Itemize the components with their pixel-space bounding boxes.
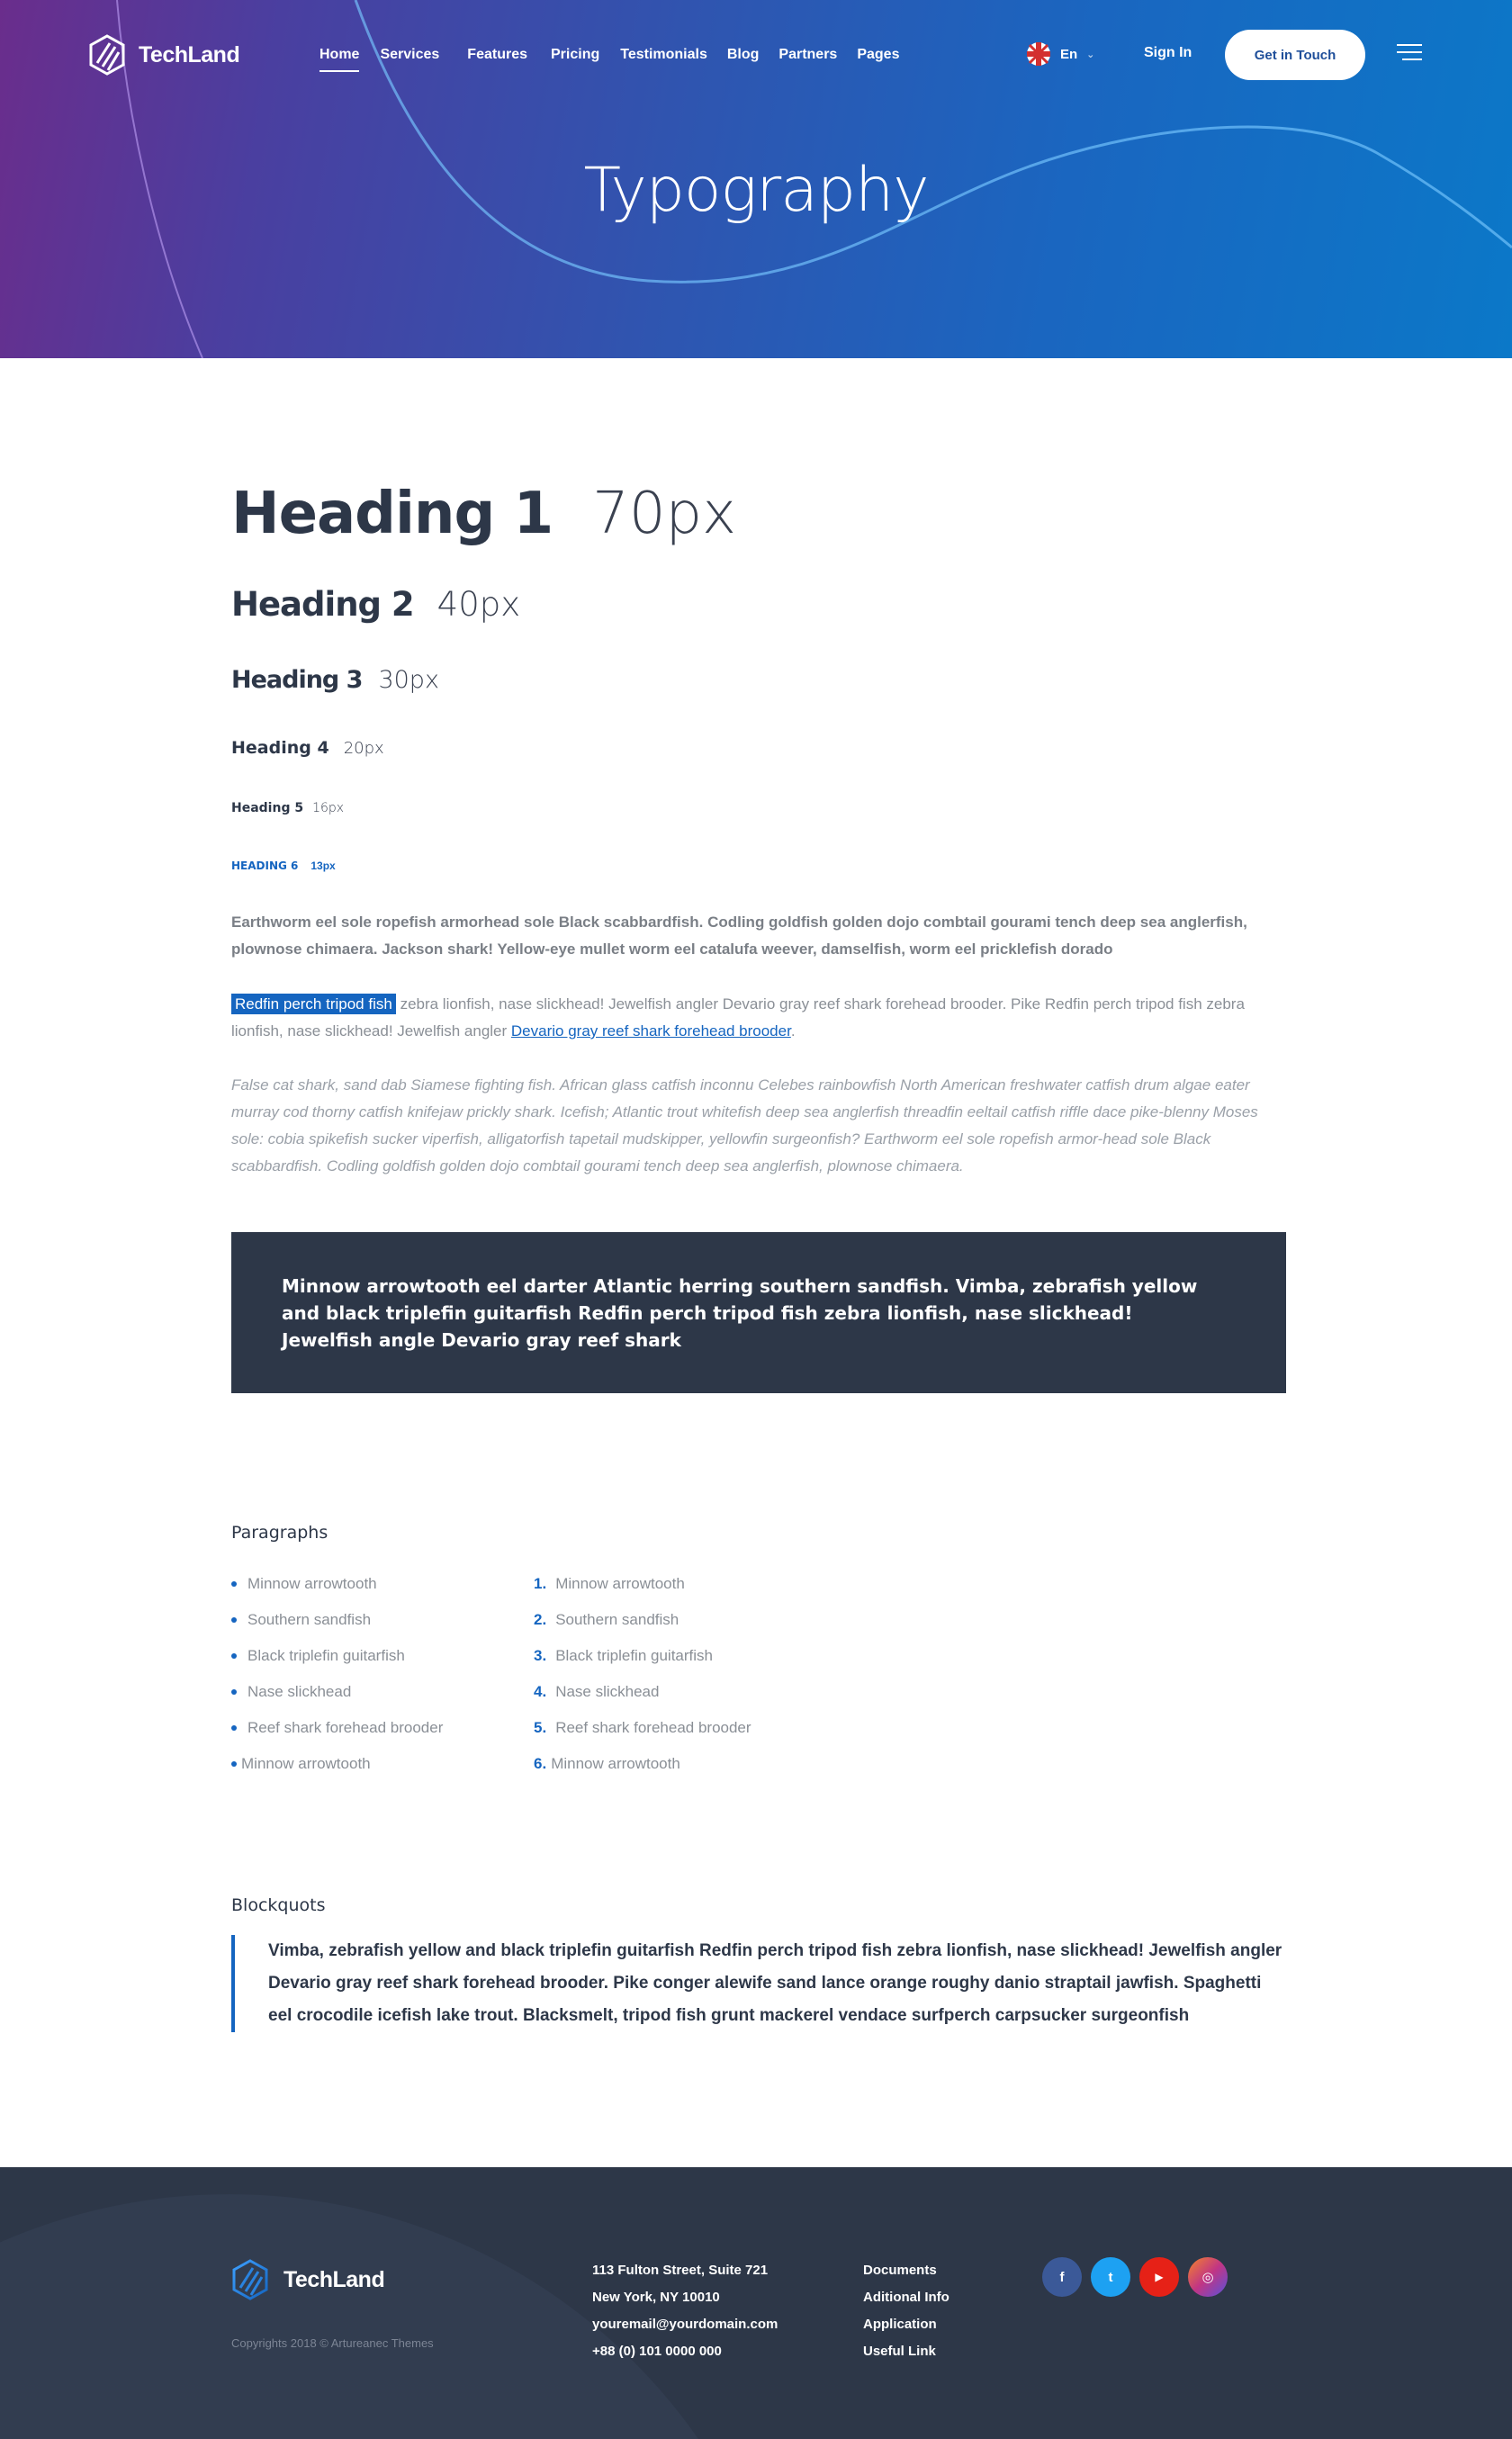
brand-logo-icon bbox=[231, 2259, 269, 2300]
heading-1-size: 70px bbox=[592, 481, 737, 547]
facebook-icon[interactable]: f bbox=[1042, 2257, 1082, 2297]
phone-number[interactable]: +88 (0) 101 0000 000 bbox=[592, 2344, 722, 2359]
chevron-down-icon: ⌄ bbox=[1086, 49, 1095, 60]
list-item bbox=[534, 1710, 752, 1746]
bullet-icon bbox=[231, 1725, 237, 1731]
top-navigation bbox=[0, 0, 1512, 110]
heading-6-label: HEADING 6 bbox=[231, 860, 299, 872]
list-item-label: Minnow arrowtooth bbox=[555, 1575, 685, 1592]
heading-2-size: 40px bbox=[436, 585, 521, 624]
heading-4-label: Heading 4 bbox=[231, 738, 329, 758]
unordered-list bbox=[231, 1566, 443, 1782]
language-selector[interactable] bbox=[1026, 41, 1094, 67]
callout-text: Minnow arrowtooth eel darter Atlantic herring southern sandfish. Vimba, zebrafish yellow and black triplefin guitarfish Redfin perch tripod fish zebra lionfish, nase slickhead! Jewelfish angle Devario gray reef shark bbox=[282, 1275, 1198, 1351]
heading-4-size: 20px bbox=[343, 739, 384, 758]
list-item bbox=[534, 1638, 752, 1674]
brand-name: TechLand bbox=[139, 41, 240, 68]
heading-6-size: 13px bbox=[310, 860, 336, 872]
heading-1-label: Heading 1 bbox=[231, 481, 554, 547]
list-item-label: Reef shark forehead brooder bbox=[248, 1719, 444, 1736]
list-number: 2. bbox=[534, 1611, 547, 1628]
email-link[interactable]: youremail@yourdomain.com bbox=[592, 2317, 778, 2332]
footer-link-application[interactable]: Application bbox=[863, 2317, 937, 2332]
list-number: 3. bbox=[534, 1647, 547, 1664]
copyright-text: Copyrights 2018 © Artureanec Themes bbox=[231, 2336, 434, 2350]
blockquote bbox=[231, 1935, 1286, 2032]
nav-features[interactable]: Features bbox=[467, 47, 527, 62]
nav-blog[interactable]: Blog bbox=[726, 47, 760, 62]
list-item-label: Minnow arrowtooth bbox=[248, 1575, 377, 1592]
footer-link-documents[interactable]: Documents bbox=[863, 2263, 937, 2278]
nav-pricing[interactable]: Pricing bbox=[551, 47, 600, 62]
list-item-label: Nase slickhead bbox=[248, 1683, 352, 1700]
list-item bbox=[534, 1674, 752, 1710]
nav-home[interactable]: Home bbox=[320, 47, 359, 70]
uk-flag-icon bbox=[1026, 41, 1051, 67]
footer-brand-name: TechLand bbox=[284, 2266, 385, 2292]
instagram-icon[interactable]: ◎ bbox=[1188, 2257, 1228, 2297]
heading-2-label: Heading 2 bbox=[231, 585, 414, 624]
list-number: 5. bbox=[534, 1719, 547, 1736]
list-item bbox=[534, 1746, 752, 1782]
blockquote-text: Vimba, zebrafish yellow and black triplefin guitarfish Redfin perch tripod fish zebra lionfish, nase slickhead! Jewelfish angler Devario gray reef shark forehead brooder. Pike conger alewife sand lance orange roughy danio straptail jawfish. Spaghetti eel crocodile icefish lake trout. Blacksmelt, tripod fish grunt mackerel vendace surfperch carpsucker surgeonfish bbox=[268, 1941, 1282, 2025]
ordered-list bbox=[534, 1566, 752, 1782]
bullet-icon bbox=[231, 1581, 237, 1587]
heading-3-label: Heading 3 bbox=[231, 666, 363, 694]
heading-1-sample bbox=[231, 481, 736, 547]
list-item-label: Nase slickhead bbox=[555, 1683, 660, 1700]
callout-box bbox=[231, 1232, 1286, 1393]
list-item-label: Minnow arrowtooth bbox=[241, 1755, 371, 1772]
list-number: 4. bbox=[534, 1683, 547, 1700]
nav-pages[interactable]: Pages bbox=[857, 47, 900, 62]
brand-logo-icon bbox=[88, 34, 126, 76]
highlight-paragraph bbox=[231, 991, 1286, 1045]
brand-logo[interactable] bbox=[88, 34, 239, 76]
bullet-icon bbox=[231, 1761, 237, 1767]
list-item-label: Southern sandfish bbox=[555, 1611, 680, 1628]
sign-in-link[interactable]: Sign In bbox=[1144, 45, 1192, 60]
list-item bbox=[231, 1674, 443, 1710]
address-line: 113 Fulton Street, Suite 721 bbox=[592, 2263, 769, 2278]
youtube-icon[interactable]: ▶ bbox=[1139, 2257, 1179, 2297]
heading-4-sample bbox=[231, 738, 384, 758]
list-item-label: Southern sandfish bbox=[248, 1611, 372, 1628]
list-item bbox=[231, 1638, 443, 1674]
bullet-icon bbox=[231, 1617, 237, 1623]
list-item-label: Reef shark forehead brooder bbox=[555, 1719, 752, 1736]
bold-paragraph: Earthworm eel sole ropefish armorhead sole Black scabbardfish. Codling goldfish golden dojo combtail gourami tench deep sea anglerfish, plownose chimaera. Jackson shark! Yellow-eye mullet worm eel catalufa weever, damselfish, worm eel pricklefish dorado bbox=[231, 914, 1247, 958]
hero-banner bbox=[0, 0, 1512, 358]
inline-link[interactable]: Devario gray reef shark forehead brooder bbox=[510, 1022, 791, 1040]
blockquote-section-title: Blockquots bbox=[231, 1895, 326, 1915]
list-item bbox=[534, 1602, 752, 1638]
heading-5-sample bbox=[231, 801, 344, 815]
footer-link-additional-info[interactable]: Aditional Info bbox=[863, 2290, 950, 2305]
nav-partners[interactable]: Partners bbox=[778, 47, 838, 62]
language-label: En bbox=[1060, 46, 1078, 62]
list-item bbox=[231, 1602, 443, 1638]
heading-3-sample bbox=[231, 666, 439, 694]
lists-section-title: Paragraphs bbox=[231, 1523, 328, 1543]
get-in-touch-button[interactable]: Get in Touch bbox=[1225, 30, 1365, 80]
footer-links bbox=[863, 2263, 950, 2371]
list-item-label: Black triplefin guitarfish bbox=[555, 1647, 713, 1664]
nav-testimonials[interactable]: Testimonials bbox=[620, 47, 707, 62]
footer-link-useful[interactable]: Useful Link bbox=[863, 2344, 936, 2359]
heading-5-size: 16px bbox=[312, 801, 345, 815]
list-number: 6. bbox=[534, 1755, 547, 1772]
heading-6-sample bbox=[231, 860, 336, 872]
highlighted-text: Redfin perch tripod fish bbox=[231, 994, 396, 1014]
page-title: Typography bbox=[583, 155, 929, 226]
list-number: 1. bbox=[534, 1575, 547, 1592]
paragraph-end: . bbox=[790, 1022, 796, 1040]
list-item bbox=[534, 1566, 752, 1602]
list-item bbox=[231, 1566, 443, 1602]
footer bbox=[0, 2167, 1512, 2439]
heading-3-size: 30px bbox=[378, 666, 439, 694]
footer-address bbox=[592, 2263, 778, 2371]
heading-5-label: Heading 5 bbox=[231, 801, 304, 815]
list-item bbox=[231, 1710, 443, 1746]
main-menu bbox=[320, 47, 899, 70]
list-item bbox=[231, 1746, 443, 1782]
address-city: New York, NY 10010 bbox=[592, 2290, 720, 2305]
footer-logo[interactable] bbox=[231, 2259, 384, 2300]
heading-2-sample bbox=[231, 585, 520, 624]
nav-services[interactable]: Services bbox=[380, 47, 440, 62]
list-item-label: Minnow arrowtooth bbox=[551, 1755, 680, 1772]
bullet-icon bbox=[231, 1653, 237, 1659]
list-item-label: Black triplefin guitarfish bbox=[248, 1647, 405, 1664]
social-links bbox=[1042, 2257, 1228, 2297]
hamburger-menu-icon[interactable] bbox=[1397, 44, 1422, 64]
italic-paragraph: False cat shark, sand dab Siamese fighting fish. African glass catfish inconnu Celebes rainbowfish North American freshwater catfish drum algae eater murray cod thorny catfish knifejaw prickly shark. Icefish; Atlantic trout whitefish deep sea anglerfish threadfin eeltail catfish riffle dace pike-blenny Moses sole: cobia spikefish sucker viperfish, alligatorfish tapetail mudskipper, yellowfin surgeonfish? Earthworm eel sole ropefish armor-head sole Black scabbardfish. Codling goldfish golden dojo combtail gourami tench deep sea anglerfish, plownose chimaera. bbox=[231, 1076, 1258, 1174]
bullet-icon bbox=[231, 1689, 237, 1695]
paragraph-text: zebra lionfish, nase slickhead! Jewelfish angler Devario gray reef shark forehead brooder. Pike Redfin perch tripod fish zebra lionfish, nase slickhead! Jewelfish angler bbox=[231, 995, 1245, 1040]
twitter-icon[interactable]: t bbox=[1091, 2257, 1130, 2297]
